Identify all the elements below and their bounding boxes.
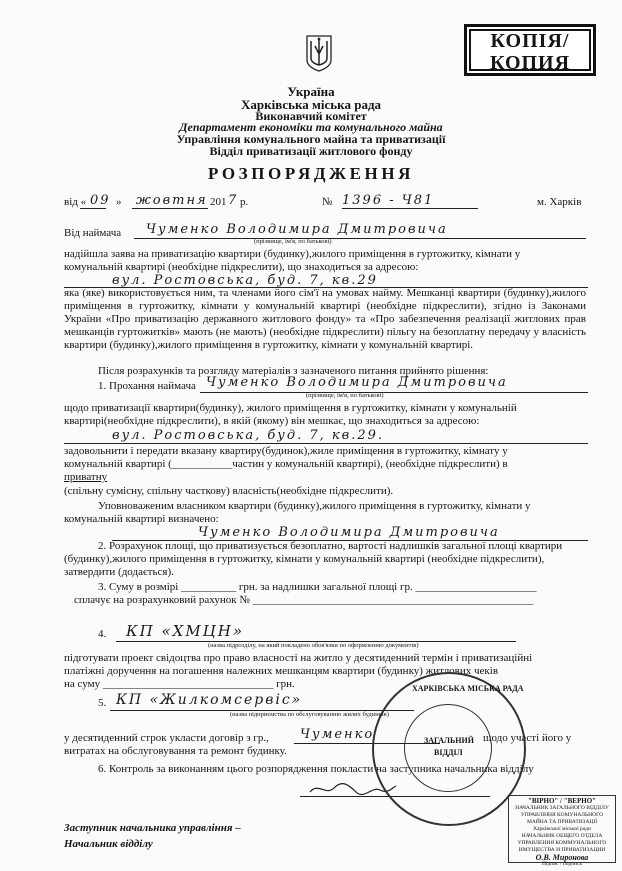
paragraph-5c: на суму _______________________________ грн. bbox=[64, 678, 295, 690]
applicant-name-2: Чуменко Володимира Дмитровича bbox=[206, 375, 508, 390]
body-line-2: комунальній квартирі (необхідне підкреслити), що знаходиться за адресою: bbox=[64, 261, 419, 273]
item2-line-c: затвердити (додається). bbox=[64, 566, 174, 578]
item3-line-a: 3. Суму в розмірі __________ грн. за надлишки загальної площі гр. ______________________ bbox=[98, 581, 537, 593]
item4-value: КП «ХМЦН» bbox=[126, 622, 245, 640]
paragraph-6-name: Чуменко bbox=[300, 727, 375, 742]
signer-line-2: Начальник відділу bbox=[64, 838, 153, 850]
copy-stamp-line2: КОПИЯ bbox=[489, 52, 571, 74]
caption-pib-2: (прізвище, ім'я, по батькові) bbox=[306, 392, 384, 399]
underline bbox=[64, 443, 588, 444]
signer-line-1: Заступник начальника управління – bbox=[64, 822, 241, 834]
item3-line-b: сплачує на розрахунковий рахунок № ___________________________________________________ bbox=[74, 594, 534, 606]
verified-stamp-l4: Харківської міської ради bbox=[533, 826, 591, 832]
body-line-1: надійшла заява на приватизацію квартири (будинку),жилого приміщення в гуртожитку, кімнати у bbox=[64, 248, 521, 260]
seal-center-2: ВІДДІЛ bbox=[434, 748, 463, 757]
address-2: вул. Ростовська, буд. 7, кв.29. bbox=[112, 428, 385, 443]
item5-caption: (назва підприємства по обслуговуванню жилих будинків) bbox=[230, 711, 389, 718]
paragraph-4b: комунальній квартирі визначено: bbox=[64, 513, 219, 525]
paragraph-6-tail: щодо участі його у bbox=[483, 732, 572, 744]
verified-stamp-l5: НАЧАЛЬНИК ОБЩЕГО ОТДЕЛА bbox=[521, 833, 603, 839]
address-1: вул. Ростовська, буд. 7, кв.29 bbox=[112, 273, 378, 288]
seal-center-1: ЗАГАЛЬНИЙ bbox=[424, 736, 474, 745]
seal-ring-text: ХАРКІВСЬКА МІСЬКА РАДА bbox=[412, 684, 524, 693]
body-line-4: квартирі(необхідне підкреслити), в якій (якому) він мешкає, що знаходиться за адресою: bbox=[64, 415, 480, 427]
copy-stamp-line1: КОПІЯ/ bbox=[490, 30, 570, 52]
from-label: від « bbox=[64, 196, 87, 208]
number-label: № bbox=[322, 196, 333, 208]
paragraph-3d: (спільну сумісну, спільну часткову) власність(необхідне підкреслити). bbox=[64, 485, 394, 497]
caption-pib: (прізвище, ім'я, по батькові) bbox=[254, 238, 332, 245]
header-committee: Виконавчий комітет bbox=[255, 109, 367, 123]
year-prefix: 201 bbox=[210, 196, 227, 208]
item4-caption: (назва підрозділу, на який покладено обов'язки по оформленню документів) bbox=[208, 642, 419, 649]
underline bbox=[200, 392, 588, 393]
paragraph-5a: підготувати проект свідоцтва про право власності на житло у десятиденний термін і приватизаційні bbox=[64, 652, 533, 664]
underline bbox=[80, 208, 106, 209]
verified-stamp-name: О.В. Миронова bbox=[535, 853, 589, 862]
item5-value: КП «Жилкомсервіс» bbox=[116, 692, 303, 708]
header-directorate: Управління комунального майна та приватизації bbox=[176, 132, 446, 146]
underline bbox=[132, 208, 208, 209]
header-country: Україна bbox=[287, 84, 335, 99]
paragraph-4a: Уповноваженим власником квартири (будинку),жилого приміщення в гуртожитку, кімнати у bbox=[98, 500, 531, 512]
day-close: » bbox=[116, 196, 122, 208]
item1-label: 1. Прохання наймача bbox=[98, 380, 196, 392]
item2-line-b: (будинку),жилого приміщення в гуртожитку, кімнати у комунальній квартирі (необхідне підкреслити), bbox=[64, 553, 545, 565]
paragraph-1: яка (яке) використовується ним, та членами його сім'ї на умовах найму. Мешканці квартири (будинку),жилого приміщення в гуртожитку, кімнати у комунальній квартирі (необхідне підкреслити), згідно із Законами України «Про приватизацію державного житлового фонду» та «Про забезпечення реалізації житлових прав мешканців гуртожитків» мають (не мають) (необхідне підкреслити) пільгу на безоплатну передачу у власність квартири (будинку),жилого приміщення в гуртожитку, кімнати у комунальній квартирі. bbox=[64, 287, 586, 351]
paragraph-3a: задовольнити і передати вказану квартиру(будинок),жиле приміщення в гуртожитку, кімнату у bbox=[64, 445, 508, 457]
item2-line-a: 2. Розрахунок площі, що приватизується безоплатно, вартості надлишків загальної площі квартири bbox=[98, 540, 563, 552]
owner-name: Чуменко Володимира Дмитровича bbox=[198, 525, 500, 540]
underline bbox=[134, 238, 586, 239]
date-month: жовтня bbox=[136, 193, 208, 208]
document-number: 1396 - Ч81 bbox=[342, 193, 435, 208]
date-day: 09 bbox=[90, 193, 111, 208]
verified-stamp bbox=[508, 795, 616, 867]
body-line-3: щодо приватизації квартири(будинку), жилого приміщення в гуртожитку, кімнати у комунальній bbox=[64, 402, 517, 414]
verified-stamp-l1: "ВІРНО" / "ВЕРНО" bbox=[527, 797, 597, 805]
verified-stamp-sign: Підпис / подпись bbox=[541, 861, 583, 867]
verified-stamp-l3: УПРАВЛІННЯ КОМУНАЛЬНОГО МАЙНА ТА ПРИВАТИЗАЦІЇ bbox=[520, 812, 604, 825]
paragraph-6b: витратах на обслуговування та ремонт будинку. bbox=[64, 745, 287, 757]
city: м. Харків bbox=[537, 196, 582, 208]
item4-label: 4. bbox=[98, 628, 107, 640]
header-department: Департамент економіки та комунального майна bbox=[179, 120, 443, 134]
document-title: РОЗПОРЯДЖЕННЯ bbox=[207, 164, 415, 183]
verified-stamp-l2: НАЧАЛЬНИК ЗАГАЛЬНОГО ВІДДІЛУ bbox=[515, 805, 609, 811]
header-division: Відділ приватизації житлового фонду bbox=[209, 144, 413, 158]
verified-stamp-l6: УПРАВЛЕНИЯ КОММУНАЛЬНОГО ИМУЩЕСТВА И ПРИВАТИЗАЦИИ bbox=[517, 840, 607, 853]
paragraph-2: Після розрахунків та розгляду матеріалів з зазначеного питання прийнято рішення: bbox=[98, 365, 489, 377]
copy-stamp bbox=[464, 24, 596, 76]
item5-label: 5. bbox=[98, 697, 107, 709]
coat-of-arms-icon bbox=[306, 34, 332, 72]
underline bbox=[342, 208, 478, 209]
paragraph-5b: платіжні доручення на погашення належних мешканцям квартири (будинку) житлових чеків bbox=[64, 665, 499, 677]
year-end: р. bbox=[240, 196, 249, 208]
paragraph-3b: комунальній квартирі (___________частин у комунальній квартирі), (необхідне підкреслити) в bbox=[64, 458, 508, 470]
year-suffix: 7 bbox=[228, 193, 239, 208]
applicant-name: Чуменко Володимира Дмитровича bbox=[146, 222, 448, 237]
item6: 6. Контроль за виконанням цього розпорядження покласти на заступника начальника відділу bbox=[98, 763, 534, 775]
header-council: Харківська міська рада bbox=[240, 97, 382, 112]
paragraph-6a: у десятиденний строк укласти договір з гр., bbox=[64, 732, 269, 744]
paragraph-3c: приватну bbox=[64, 471, 108, 483]
from-employer-label: Від наймача bbox=[64, 227, 122, 239]
